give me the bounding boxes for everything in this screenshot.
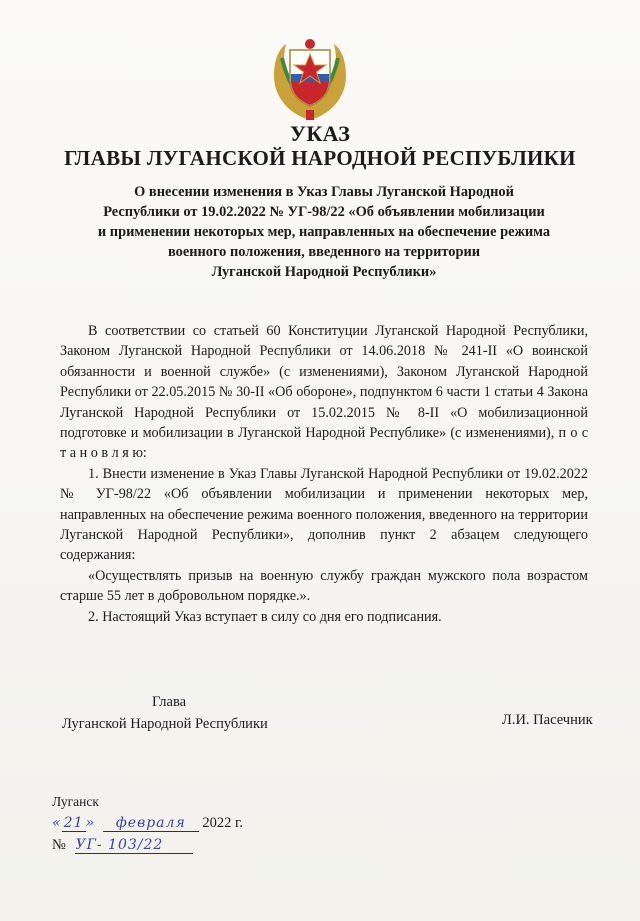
- preamble-paragraph: В соответствии со статьей 60 Конституции Луганской Народной Республики, Законом Луганской Народной Республики от 14.06.2018 № 241-II «О воинской обязанности и военной службе» (с изменениями), Законом Луганской Народной Республики от 22.05.2015 № 30-II «Об обороне», подпунктом 6 части 1 статьи 4 Закона Луганской Народной Республики от 15.02.2015 № 8-II «О мобилизационной подготовке и мобилизации в Луганской Народной Республике» (с изменениями), п о с т а н о в л я ю:: [60, 323, 588, 462]
- issuer-title: ГЛАВЫ ЛУГАНСКОЙ НАРОДНОЙ РЕСПУБЛИКИ: [64, 146, 576, 170]
- issue-date: [52, 815, 312, 839]
- issue-city: Луганск: [52, 794, 99, 809]
- signatory-position-line1: Глава: [152, 694, 187, 710]
- item-1-paragraph: 1. Внести изменение в Указ Главы Луганской Народной Республики от 19.02.2022 № УГ-98/22 «Об объявлении мобилизации и применении некоторых мер, направленных на обеспечение режима военного положения, введенного на территории Луганской Народной Республики», дополнив пункт 2 абзацем следующего содержания:: [60, 465, 588, 564]
- date-day-handwritten: 21: [62, 815, 86, 832]
- date-month-handwritten: февраля: [103, 815, 199, 832]
- signatory-name: Л.И. Пасечник: [502, 712, 593, 728]
- signatory-position-line2: Луганской Народной Республики: [62, 716, 268, 732]
- decree-subject: [74, 182, 574, 282]
- subject-line: и применении некоторых мер, направленных на обеспечение режима: [97, 224, 551, 240]
- subject-line: Республики от 19.02.2022 № УГ-98/22 «Об объявлении мобилизации: [103, 204, 545, 220]
- subject-line: военного положения, введенного на территории: [167, 244, 481, 260]
- number-label: №: [52, 837, 66, 853]
- decree-number: [52, 837, 312, 861]
- date-year: 2022 г.: [202, 815, 243, 831]
- document-type-title: УКАЗ: [289, 121, 351, 146]
- quoted-amendment-paragraph: «Осуществлять призыв на военную службу граждан мужского пола возрастом старше 55 лет в добровольном порядке.».: [60, 567, 588, 605]
- lpr-coat-of-arms-icon: [268, 36, 352, 126]
- item-2-paragraph: 2. Настоящий Указ вступает в силу со дня его подписания.: [88, 608, 442, 625]
- subject-line: О внесении изменения в Указ Главы Луганской Народной: [134, 184, 514, 200]
- signatory-position: [62, 691, 268, 735]
- number-handwritten: УГ- 103/22: [75, 837, 193, 854]
- subject-line: Луганской Народной Республики»: [211, 264, 437, 280]
- date-close-quote: »: [85, 815, 96, 831]
- date-open-quote: «: [52, 815, 62, 831]
- decree-body: [60, 321, 588, 627]
